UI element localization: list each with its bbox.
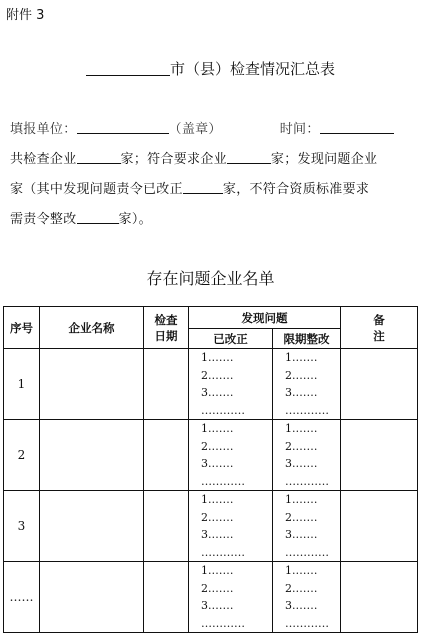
item: 1.…… <box>285 351 318 364</box>
header-seq: 序号 <box>4 307 40 349</box>
row-remark <box>341 420 418 491</box>
item-more: ………… <box>201 616 245 630</box>
item: 3.…… <box>201 599 234 612</box>
attachment-label: 附件 3 <box>6 8 45 23</box>
row-deadline <box>273 349 341 420</box>
row-deadline <box>273 420 341 491</box>
header-deadline: 限期整改 <box>273 329 341 349</box>
total-suffix: 家；符合要求企业 <box>120 152 227 167</box>
item: 3.…… <box>285 528 318 541</box>
header-issues: 发现问题 <box>189 307 341 329</box>
item: 1.…… <box>285 422 318 435</box>
row-remark <box>341 491 418 562</box>
seal-note: （盖章） <box>168 122 222 137</box>
unit-label: 填报单位： <box>10 122 77 137</box>
total-blank <box>77 151 121 164</box>
table-row <box>4 562 418 633</box>
row-seq: 3 <box>4 491 40 562</box>
row-name <box>40 420 144 491</box>
item: 3.…… <box>201 457 234 470</box>
row-seq: …… <box>4 562 40 633</box>
row-name <box>40 562 144 633</box>
item: 2.…… <box>201 368 234 382</box>
item: 1.…… <box>285 564 318 577</box>
summary-line-1 <box>10 148 414 167</box>
row-deadline <box>273 562 341 633</box>
item: 2.…… <box>285 510 318 524</box>
city-blank <box>86 61 170 76</box>
row-date <box>144 420 189 491</box>
row-date <box>144 562 189 633</box>
item: 3.…… <box>285 386 318 399</box>
item: 1.…… <box>201 564 234 577</box>
item: 1.…… <box>201 422 234 435</box>
row-corrected <box>189 491 273 562</box>
item: 1.…… <box>201 351 234 364</box>
header-remark <box>341 307 418 349</box>
header-remark-line2: 注 <box>373 328 385 343</box>
row-corrected <box>189 562 273 633</box>
title-text: 市（县）检查情况汇总表 <box>169 60 335 78</box>
rectify-prefix: 需责令整改 <box>10 212 77 227</box>
item-more: ………… <box>201 545 245 559</box>
row-deadline <box>273 491 341 562</box>
item: 2.…… <box>201 581 234 595</box>
header-date <box>144 307 189 349</box>
header-date-line2: 日期 <box>154 328 178 343</box>
item-more: ………… <box>285 616 329 630</box>
table-row <box>4 420 418 491</box>
item: 1.…… <box>201 493 234 506</box>
item: 1.…… <box>285 493 318 506</box>
header-name: 企业名称 <box>40 307 144 349</box>
total-prefix: 共检查企业 <box>10 152 77 167</box>
item: 2.…… <box>285 439 318 453</box>
table-row <box>4 491 418 562</box>
row-date <box>144 491 189 562</box>
row-corrected <box>189 420 273 491</box>
item: 3.…… <box>285 599 318 612</box>
item-more: ………… <box>201 403 245 417</box>
item-more: ………… <box>201 474 245 488</box>
rectify-blank <box>77 211 119 224</box>
header-date-line1: 检查 <box>154 312 178 327</box>
item: 3.…… <box>201 528 234 541</box>
item-more: ………… <box>285 403 329 417</box>
comply-suffix: 家；发现问题企业 <box>270 152 378 167</box>
summary-line-2 <box>10 178 414 197</box>
corrected-prefix: 家（其中发现问题责令已改正 <box>10 182 183 197</box>
summary-line-3 <box>10 208 414 227</box>
table-title: 存在问题企业名单 <box>146 269 275 288</box>
item: 2.…… <box>201 510 234 524</box>
time-label: 时间： <box>279 122 320 137</box>
header-corrected: 已改正 <box>189 329 273 349</box>
corrected-blank <box>183 181 223 194</box>
document-title <box>0 58 421 79</box>
item-more: ………… <box>285 474 329 488</box>
row-remark <box>341 562 418 633</box>
item: 2.…… <box>285 581 318 595</box>
item: 2.…… <box>201 439 234 453</box>
rectify-suffix: 家）。 <box>118 212 152 227</box>
unit-blank <box>77 121 169 134</box>
row-name <box>40 491 144 562</box>
item: 2.…… <box>285 368 318 382</box>
reporting-unit-line <box>10 118 414 137</box>
row-remark <box>341 349 418 420</box>
item: 3.…… <box>201 386 234 399</box>
table-row <box>4 349 418 420</box>
corrected-suffix: 家，不符合资质标准要求 <box>222 182 370 197</box>
comply-blank <box>227 151 271 164</box>
item: 3.…… <box>285 457 318 470</box>
header-remark-line1: 备 <box>373 312 385 327</box>
row-corrected <box>189 349 273 420</box>
time-blank <box>320 121 394 134</box>
problem-enterprises-table <box>3 306 418 633</box>
row-seq: 1 <box>4 349 40 420</box>
row-date <box>144 349 189 420</box>
row-name <box>40 349 144 420</box>
row-seq: 2 <box>4 420 40 491</box>
item-more: ………… <box>285 545 329 559</box>
